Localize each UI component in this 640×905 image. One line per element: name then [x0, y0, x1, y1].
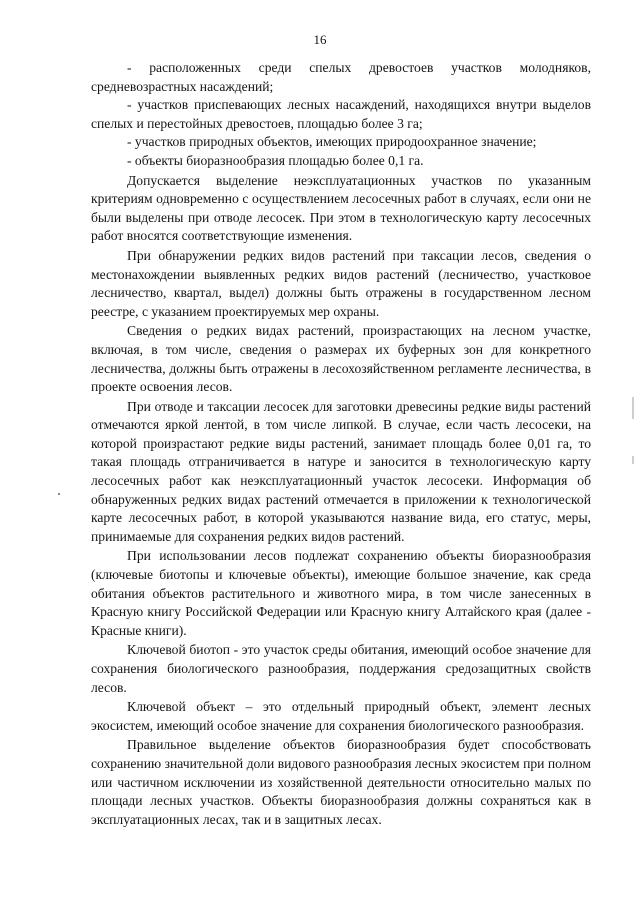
- paragraph: - расположенных среди спелых древостоев участков молодняков, средневозрастных насаждений;: [91, 60, 591, 94]
- scan-artifact-mark: [632, 456, 634, 464]
- page-number: 16: [313, 32, 327, 47]
- paragraph: - участков приспевающих лесных насаждений, находящихся внутри выделов спелых и перестойных древостоев, площадью более 3 га;: [91, 97, 591, 131]
- scan-artifact-dot: [58, 493, 60, 495]
- paragraph: Допускается выделение неэксплуатационных участков по указанным критериям одновременно с осуществлением лесосечных работ в случаях, если они не были выделены при отводе лесосек. При этом в технологическую карту лесосечных работ вносятся соответствующие изменения.: [91, 172, 591, 244]
- paragraph: При использовании лесов подлежат сохранению объекты биоразнообразия (ключевые биотопы и ключевые объекты), имеющие большое значение, как среда обитания объектов растительного и животного мира, в том числе занесенных в Красную книгу Российской Федерации или Красную книгу Алтайского края (далее - Красные книги).: [91, 548, 591, 638]
- body-text: [91, 59, 591, 829]
- paragraph: - объекты биоразнообразия площадью более 0,1 га.: [127, 152, 424, 168]
- scan-artifact-mark: [632, 397, 634, 419]
- paragraph: Ключевой объект – это отдельный природный объект, элемент лесных экосистем, имеющий особое значение для сохранения биологического разнообразия.: [91, 699, 591, 733]
- paragraph: Сведения о редких видах растений, произрастающих на лесном участке, включая, в том числе, сведения о размерах их буферных зон для конкретного лесничества, должны быть отражены в лесохозяйственном регламенте лесничества, в проекте освоения лесов.: [91, 323, 591, 395]
- paragraph: Правильное выделение объектов биоразнообразия будет способствовать сохранению значительной доли видового разнообразия лесных экосистем при полном или частичном исключении из хозяйственной деятельности относительно малых по площади лесных участков. Объекты биоразнообразия должны сохраняться как в эксплуатационных лесах, так и в защитных лесах.: [91, 737, 591, 827]
- paragraph: При обнаружении редких видов растений при таксации лесов, сведения о местонахождении выявленных редких видов растений (лесничество, участковое лесничество, квартал, выдел) должны быть отражены в государственном лесном реестре, с указанием проектируемых мер охраны.: [91, 247, 591, 319]
- paragraph: - участков природных объектов, имеющих природоохранное значение;: [127, 134, 537, 150]
- paragraph: Ключевой биотоп - это участок среды обитания, имеющий особое значение для сохранения биологического разнообразия, поддержания средозащитных свойств лесов.: [91, 642, 591, 695]
- paragraph: При отводе и таксации лесосек для заготовки древесины редкие виды растений отмечаются яркой лентой, в том числе липкой. В случае, если часть лесосеки, на которой произрастают редкие виды растений, занимает площадь более 0,01 га, то такая площадь отграничивается в натуре и заносится в технологическую карту лесосечных работ как неэксплуатационный участок лесосеки. Информация об обнаруженных редких видах растений отмечается в приложении к технологической карте лесосечных работ, в которой указываются название вида, его статус, меры, принимаемые для сохранения редких видов растений.: [91, 398, 591, 544]
